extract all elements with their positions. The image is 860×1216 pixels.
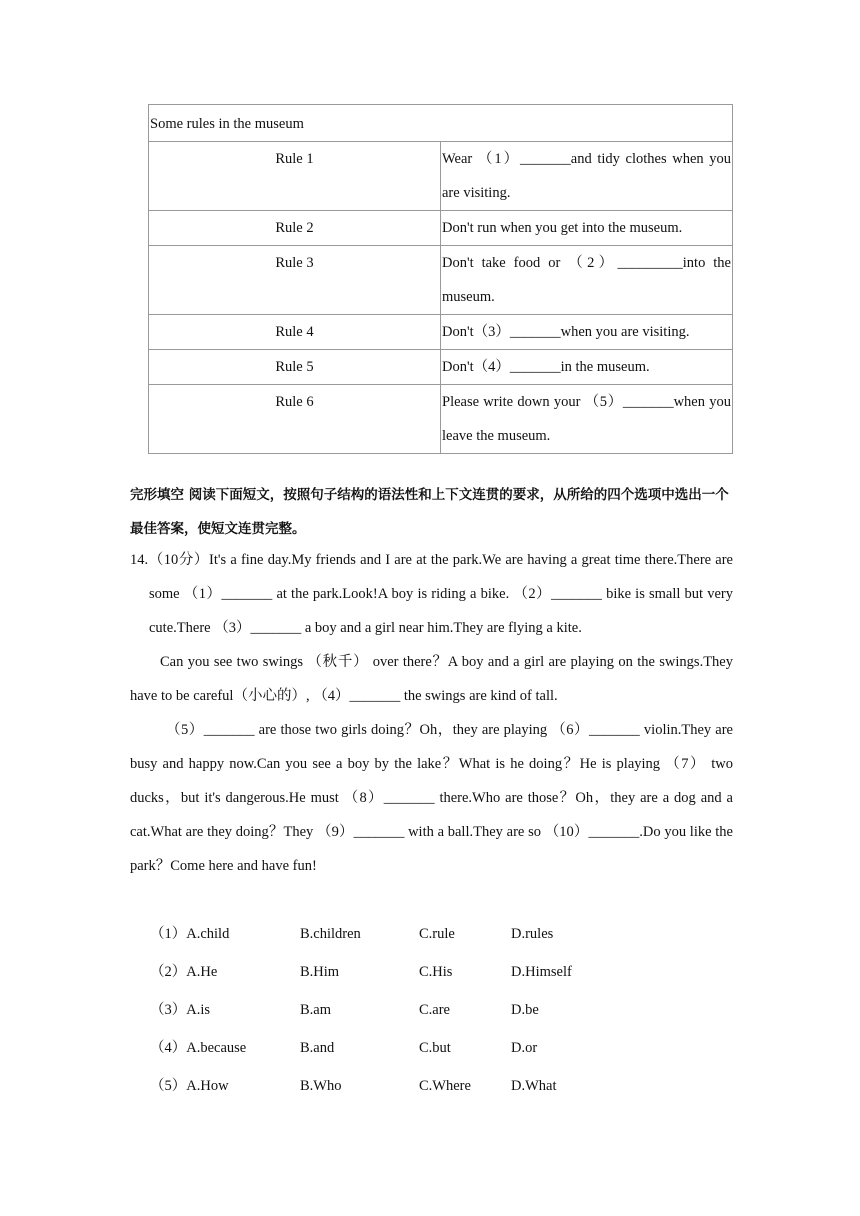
- option-c: C.are: [419, 1002, 450, 1018]
- passage-paragraph-2: Can you see two swings （秋千） over there？A boy and a girl are playing on the swings.They have to be careful（小心的）, （4）_______ the swings are kind of tall.: [130, 654, 733, 704]
- option-d: D.be: [511, 1002, 539, 1018]
- option-c: C.rule: [419, 926, 455, 942]
- option-row: [150, 917, 650, 955]
- cloze-passage: [130, 543, 733, 883]
- option-d: D.rules: [511, 926, 554, 942]
- table-row: [149, 211, 733, 246]
- option-d: D.Himself: [511, 964, 572, 980]
- option-c: C.but: [419, 1040, 451, 1056]
- rule-text: Don't run when you get into the museum.: [441, 211, 733, 246]
- passage-paragraph-1: 14.（10分）It's a fine day.My friends and I are at the park.We are having a great time there.There are some （1）_______ at the park.Look!A boy is riding a bike. （2）_______ bike is small but very cute.There （3）_______ a boy and a girl near him.They are flying a kite.: [130, 552, 733, 636]
- section-heading: 完形填空 阅读下面短文，按照句子结构的语法性和上下文连贯的要求，从所给的四个选项中选出一个最佳答案，使短文连贯完整。: [130, 487, 729, 537]
- table-row: [149, 315, 733, 350]
- table-row: [149, 385, 733, 454]
- option-d: D.or: [511, 1040, 538, 1056]
- option-row: [150, 1031, 650, 1069]
- rule-number: Rule 4: [149, 315, 441, 350]
- rule-text: Don't（4）_______in the museum.: [441, 350, 733, 385]
- table-row: [149, 350, 733, 385]
- answer-options: [150, 917, 650, 1107]
- rule-number: Rule 3: [149, 246, 441, 315]
- table-row: [149, 246, 733, 315]
- option-a: （4）A.because: [150, 1040, 247, 1056]
- table-title: Some rules in the museum: [149, 105, 733, 142]
- table-title-row: [149, 105, 733, 142]
- option-b: B.am: [300, 1002, 332, 1018]
- rule-text: Don't（3）_______when you are visiting.: [441, 315, 733, 350]
- option-a: （2）A.He: [150, 964, 218, 980]
- rule-text: Wear （1）_______and tidy clothes when you are visiting.: [441, 142, 733, 211]
- rule-text: Please write down your （5）_______when you leave the museum.: [441, 385, 733, 454]
- option-a: （5）A.How: [150, 1078, 229, 1094]
- option-b: B.Who: [300, 1078, 342, 1094]
- option-b: B.children: [300, 926, 361, 942]
- table-row: [149, 142, 733, 211]
- option-row: [150, 1069, 650, 1107]
- passage-paragraph-3: （5）_______ are those two girls doing？Oh，they are playing （6）_______ violin.They are busy and happy now.Can you see a boy by the lake？What is he doing？He is playing （7） two ducks，but it's dangerous.He must （8）_______ there.Who are those？Oh，they are a dog and a cat.What are they doing？They （9）_______ with a ball.They are so （10）_______.Do you like the park？Come here and have fun!: [130, 722, 733, 874]
- rule-number: Rule 5: [149, 350, 441, 385]
- option-c: C.Where: [419, 1078, 471, 1094]
- option-row: [150, 955, 650, 993]
- option-c: C.His: [419, 964, 453, 980]
- rule-number: Rule 1: [149, 142, 441, 211]
- rule-number: Rule 6: [149, 385, 441, 454]
- rule-text: Don't take food or （2）_________into the museum.: [441, 246, 733, 315]
- museum-rules-table: [148, 104, 733, 454]
- option-a: （3）A.is: [150, 1002, 211, 1018]
- option-a: （1）A.child: [150, 926, 230, 942]
- option-b: B.Him: [300, 964, 340, 980]
- option-row: [150, 993, 650, 1031]
- rule-number: Rule 2: [149, 211, 441, 246]
- option-d: D.What: [511, 1078, 557, 1094]
- option-b: B.and: [300, 1040, 335, 1056]
